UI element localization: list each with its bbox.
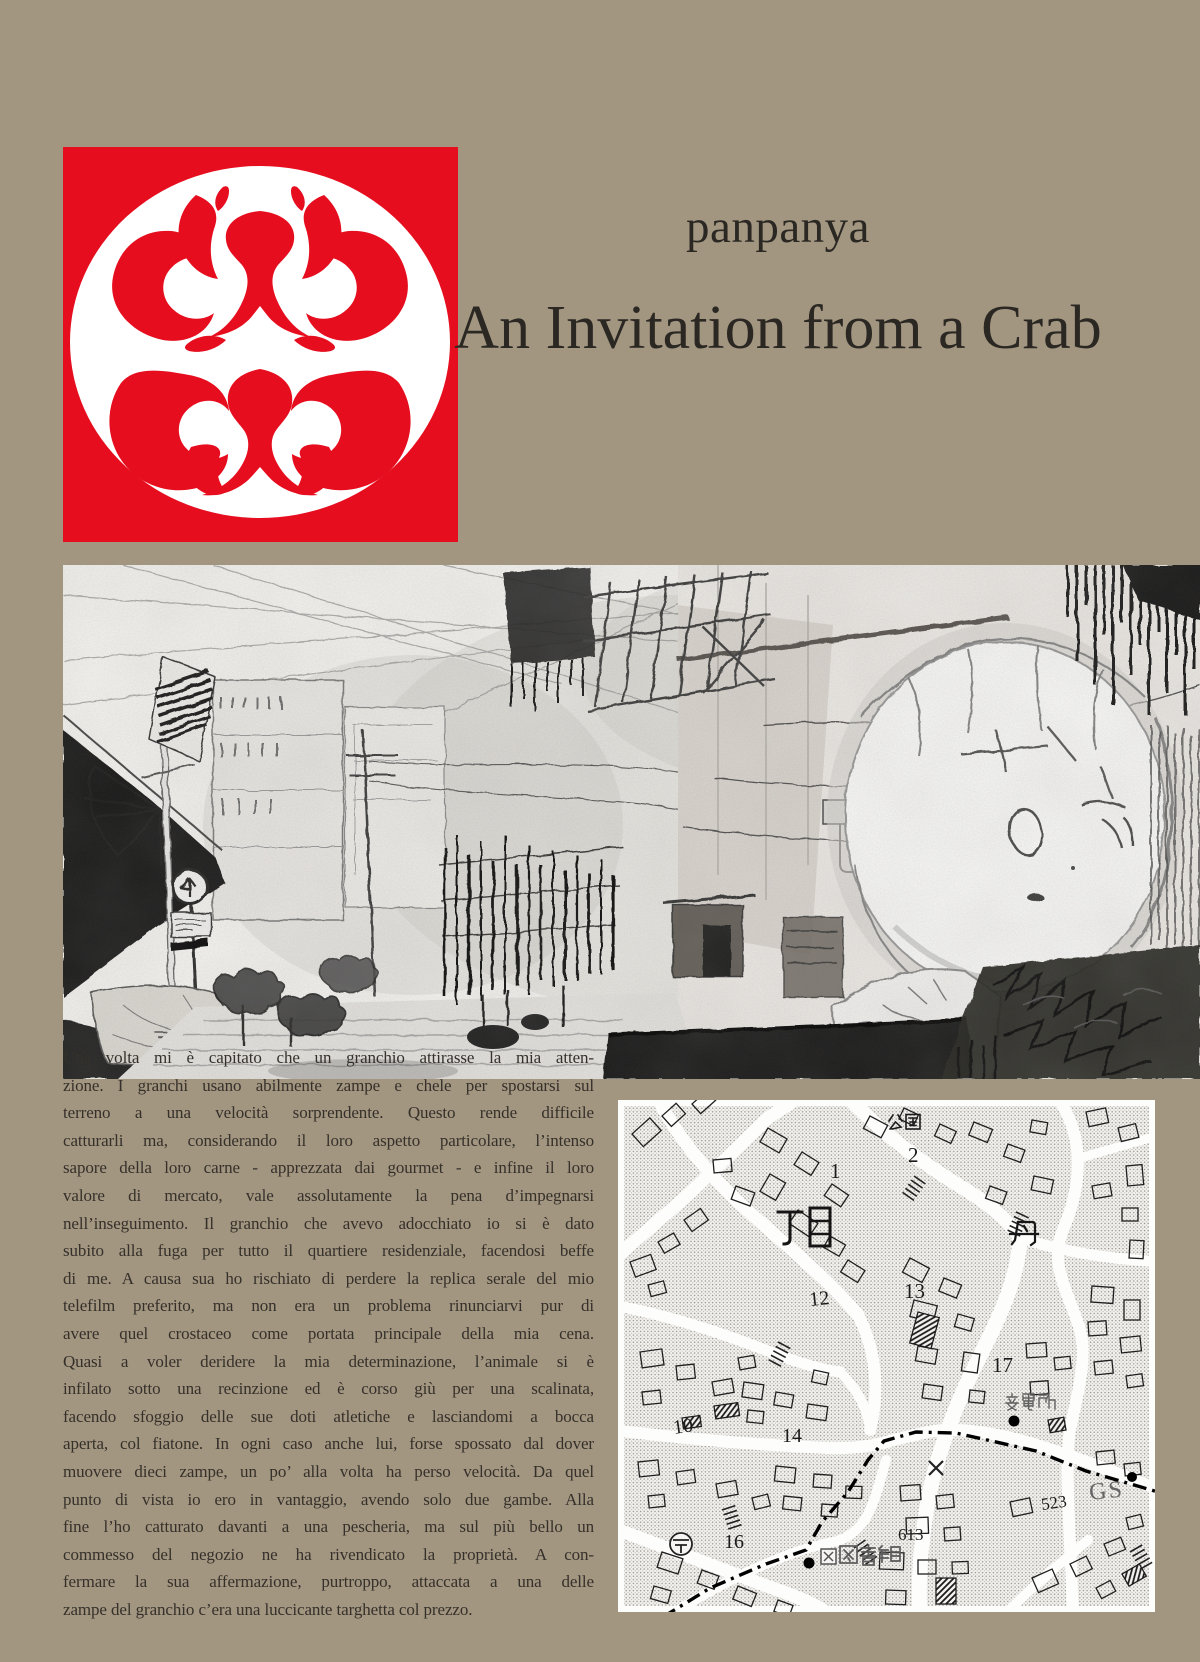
text-line: Una volta mi è capitato che un granchio attirasse la mia atten-: [63, 1048, 594, 1067]
post-office-symbol: [670, 1533, 692, 1555]
text-line: commesso del negozio ne ha rivendicato la proprietà. A con-: [63, 1544, 594, 1564]
map-label-17: 17: [992, 1353, 1013, 1377]
text-line: avere quel crostaceo come portata principale della mia cena.: [63, 1323, 594, 1343]
substation-dot: [1009, 1416, 1020, 1427]
text-line: fermare la sua affermazione, purtroppo, attaccata a una delle: [63, 1572, 594, 1592]
map-label-14: 14: [782, 1425, 802, 1447]
text-line: nell’inseguimento. Il granchio che avevo adocchiato io si è dato: [63, 1213, 594, 1233]
street-illustration: [63, 565, 1200, 1079]
text-line: telefilm preferito, ma non era un problema rinunciarvi pur di: [63, 1296, 594, 1316]
gs-dot: [1127, 1472, 1137, 1482]
author-name: panpanya: [685, 201, 871, 253]
map-label-523: 523: [1039, 1491, 1068, 1514]
street-illustration-svg: [63, 565, 1200, 1079]
story-paragraph: [63, 1044, 594, 1623]
crab-crest-icon: [63, 147, 458, 542]
map-label-613: 613: [898, 1525, 924, 1544]
page-title: An Invitation from a Crab: [454, 294, 1102, 362]
text-line: zampe del granchio c’era una luccicante targhetta col prezzo.: [63, 1599, 473, 1619]
publisher-logo: [63, 147, 458, 542]
map-label-gs: GS: [1087, 1476, 1126, 1506]
text-line: fine l’ho catturato davanti a una pescheria, ma sul più bello un: [63, 1517, 594, 1537]
text-line: zione. I granchi usano abilmente zampe e chele per spostarsi sul: [63, 1075, 594, 1095]
text-line: di me. A causa sua ho rischiato di perdere la replica serale del mio: [63, 1268, 594, 1288]
text-line: subito alla fuga per tutto il quartiere residenziale, facendosi beffe: [63, 1241, 594, 1261]
text-line: sapore della loro carne - apprezzata dai gourmet - e infine il loro: [63, 1158, 594, 1178]
neighborhood-map: [618, 1100, 1155, 1612]
text-line: punto di vista io ero in vantaggio, avendo solo due gambe. Alla: [63, 1489, 594, 1509]
text-line: terreno a una velocità sorprendente. Questo rende difficile: [63, 1103, 594, 1123]
map-label-13: 13: [904, 1279, 925, 1303]
map-svg: [618, 1100, 1155, 1612]
text-line: muovere dieci zampe, un po’ alla volta ha perso velocità. Da quel: [63, 1461, 594, 1481]
map-label-12: 12: [808, 1287, 831, 1311]
text-line: infilato sotto una recinzione ed è corso giù per una scalinata,: [63, 1379, 594, 1399]
text-line: valore di mercato, vale assolutamente la pena d’impegnarsi: [63, 1185, 594, 1205]
map-label-16: 16: [724, 1531, 744, 1553]
text-line: Quasi a voler deridere la mia determinazione, l’animale si è: [63, 1351, 594, 1371]
text-line: aperta, col fiatone. In ogni caso anche lui, forse spossato dal dover: [63, 1434, 594, 1454]
map-label-2: 2: [908, 1143, 919, 1167]
map-label-10: 10: [671, 1414, 695, 1439]
text-line: catturarli ma, considerando il loro aspetto particolare, l’intenso: [63, 1130, 594, 1150]
map-label-1: 1: [830, 1159, 841, 1183]
text-line: facendo sfoggio delle sue doti atletiche e lasciandomi a bocca: [63, 1406, 594, 1426]
grain-texture: [63, 565, 1200, 1079]
